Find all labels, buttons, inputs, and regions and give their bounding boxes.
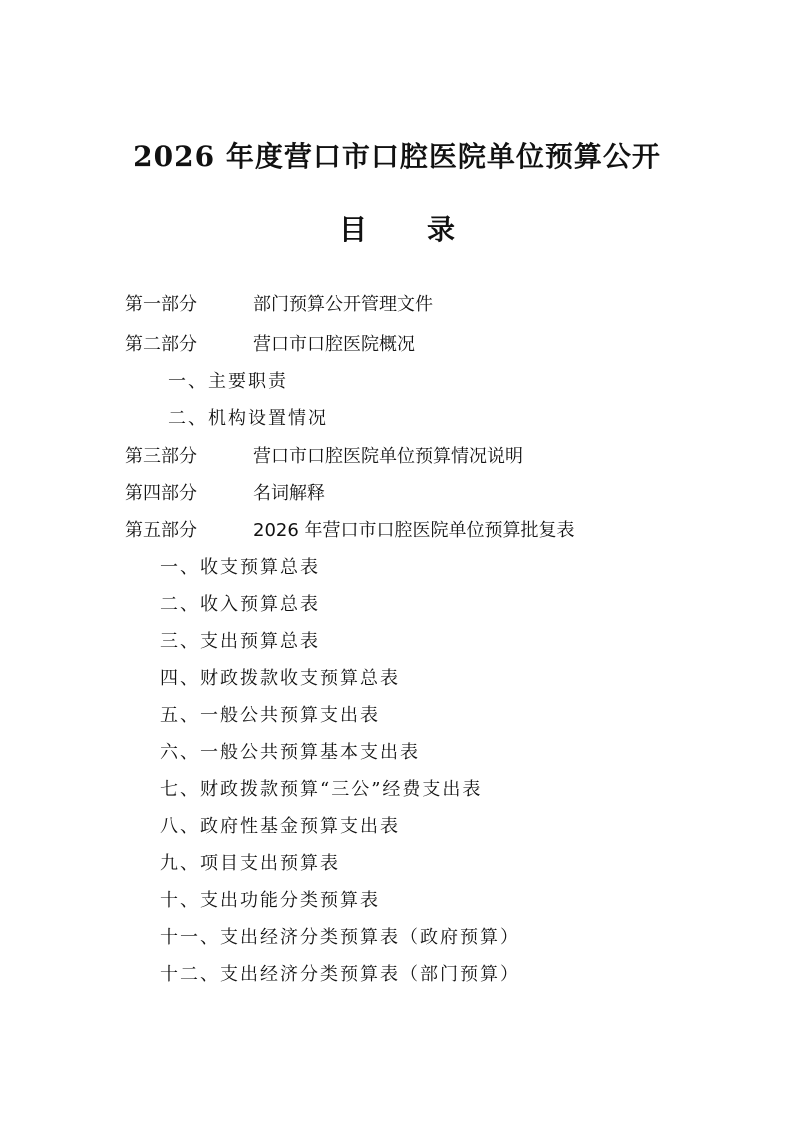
toc-item: 一、收支预算总表 — [160, 557, 320, 578]
toc-item: 二、收入预算总表 — [160, 594, 320, 615]
toc-item: 五、一般公共预算支出表 — [160, 705, 380, 726]
document-title: 2026 年度营口市口腔医院单位预算公开 — [133, 140, 661, 173]
toc-part-5 — [125, 518, 575, 543]
toc-part-text: 营口市口腔医院单位预算情况说明 — [253, 446, 523, 467]
toc-item: 十二、支出经济分类预算表（部门预算） — [160, 964, 520, 985]
toc-part-label: 第三部分 — [125, 446, 197, 467]
toc-part-label: 第四部分 — [125, 483, 197, 504]
toc-item: 六、一般公共预算基本支出表 — [160, 742, 420, 763]
toc-part-label: 第二部分 — [125, 334, 197, 355]
toc-part-3 — [125, 444, 523, 469]
toc-part-2 — [125, 332, 415, 357]
toc-part-text: 2026 年营口市口腔医院单位预算批复表 — [253, 520, 575, 541]
toc-part-label: 第五部分 — [125, 520, 197, 541]
toc-item: 八、政府性基金预算支出表 — [160, 816, 400, 837]
toc-item: 十、支出功能分类预算表 — [160, 890, 380, 911]
toc-part-text: 部门预算公开管理文件 — [253, 294, 433, 315]
toc-item: 四、财政拨款收支预算总表 — [160, 668, 400, 689]
toc-item: 九、项目支出预算表 — [160, 853, 340, 874]
toc-item: 七、财政拨款预算“三公”经费支出表 — [160, 779, 483, 800]
toc-part-label: 第一部分 — [125, 294, 197, 315]
toc-heading: 目录 — [338, 213, 515, 246]
toc-item: 十一、支出经济分类预算表（政府预算） — [160, 927, 520, 948]
toc-item: 一、主要职责 — [168, 371, 288, 392]
toc-part-text: 营口市口腔医院概况 — [253, 334, 415, 355]
toc-part-text: 名词解释 — [253, 483, 325, 504]
toc-item: 三、支出预算总表 — [160, 631, 320, 652]
toc-item: 二、机构设置情况 — [168, 408, 328, 429]
toc-part-1 — [125, 292, 433, 317]
toc-part-4 — [125, 481, 325, 506]
